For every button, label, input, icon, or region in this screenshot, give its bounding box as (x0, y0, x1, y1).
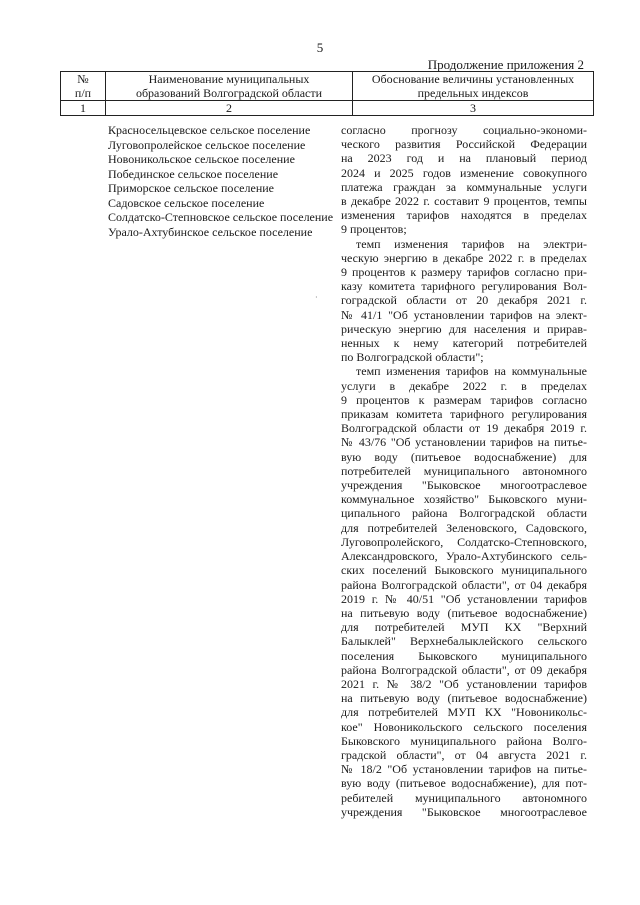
text-line: на питьевую воду (питьевое водоснабжение) (341, 691, 587, 706)
settlement-item: Солдатско-Степновское сельское поселение (108, 210, 334, 224)
text-line: согласно прогнозу социально-экономи- (341, 123, 587, 137)
text-line: ских поселений Быковского муниципального (341, 563, 587, 578)
text-line: рическую энергию для населения и прирав- (341, 321, 587, 336)
text-line: потребителей муниципального автономного (341, 463, 587, 478)
page-number: 5 (316, 40, 324, 55)
settlement-item: Красносельцевское сельское поселение (108, 123, 311, 137)
justification-text (341, 123, 587, 819)
text-line: темп изменения тарифов на электри- (356, 236, 587, 251)
settlements-list (108, 123, 338, 239)
header-col-number-line2: п/п (74, 86, 92, 100)
text-line: Луговопролейского, Солдатско-Степновского, (341, 534, 587, 549)
text-line: на 2023 год и на плановый период (341, 151, 587, 166)
header-col-justification-line1: Обоснование величины установленных (371, 72, 575, 86)
text-line: Волгоградской области от 19 декабря 2019 г. (341, 421, 587, 436)
text-line: услуги в декабре 2022 г. в пределах (341, 378, 587, 393)
text-line: 9 процентов к размеру тарифов согласно при- (341, 265, 587, 280)
text-line: № 18/2 "Об установлении тарифов на питье- (341, 762, 587, 777)
text-line: коммунальное хозяйство" Быковского муни- (341, 492, 587, 507)
header-col-name-line2: образований Волгоградской области (135, 86, 323, 100)
text-line: 2024 и 2025 годов изменение совокупного (341, 165, 587, 180)
header-col-name (106, 72, 353, 101)
text-line: для потребителей МУП КХ "Верхний (341, 620, 587, 635)
text-line: поселения Быковского муниципального (341, 648, 587, 663)
settlement-item: Побединское сельское поселение (108, 166, 279, 181)
text-line: № 43/76 "Об установлении тарифов на питье- (341, 435, 587, 450)
text-line: градской области", от 04 августа 2021 г. (341, 747, 587, 762)
text-line: гоградской области от 20 декабря 2021 г. (341, 293, 587, 308)
text-line: 2021 г. № 38/2 "Об установлении тарифов (341, 676, 587, 691)
text-line: вую воду (питьевое водоснабжение) для (341, 449, 587, 464)
text-line: казу комитета тарифного регулирования Вол- (341, 279, 587, 294)
text-line: ненных к нему категорий потребителей (341, 336, 587, 351)
scan-speck: · (315, 293, 318, 302)
text-line: Быковского муниципального района Волго- (341, 733, 587, 748)
text-line: ческую энергию в декабре 2022 г. в пределах (341, 250, 587, 265)
text-line: района Волгоградской области", от 09 декабря (341, 662, 587, 677)
header-col-justification (353, 72, 594, 101)
header-col-number-line1: № (77, 72, 89, 86)
header-num-2: 2 (106, 101, 353, 116)
header-num-1: 1 (61, 101, 106, 116)
text-line: для потребителей Зеленовского, Садовского, (341, 520, 587, 535)
text-line: 9 процентов к размерам тарифов согласно (341, 392, 587, 407)
text-line: для потребителей МУП КХ "Новоникольс- (341, 705, 587, 720)
settlement-item: Садовское сельское поселение (108, 195, 265, 210)
text-line: ческого развития Российской Федерации (341, 137, 587, 152)
text-line: в декабре 2022 г. составит 9 процентов, темпы (341, 194, 587, 209)
text-line: платежа граждан за коммунальные услуги (341, 179, 587, 194)
text-line: темп изменения тарифов на коммунальные (356, 364, 587, 379)
settlement-item: Урало-Ахтубинское сельское поселение (108, 224, 313, 239)
text-line: ципального района Волгоградской области (341, 506, 587, 521)
text-line: учреждения "Быковское многоотраслевое (341, 478, 587, 493)
text-line: кое" Новоникольского сельского поселения (341, 719, 587, 734)
settlement-item: Луговопролейское сельское поселение (108, 137, 306, 152)
text-line: 9 процентов; (341, 222, 407, 237)
settlement-item: Приморское сельское поселение (108, 181, 274, 195)
text-line: № 41/1 "Об установлении тарифов на элект- (341, 307, 587, 322)
text-line: по Волгоградской области"; (341, 350, 484, 365)
text-line: учреждения "Быковское многоотраслевое (341, 804, 587, 819)
text-line: Балыклей" Верхнебалыклейского сельского (341, 634, 587, 649)
table-header-titles (61, 72, 594, 101)
table-header (60, 71, 594, 116)
text-line: района Волгоградской области", от 04 декабря (341, 577, 587, 592)
text-line: на питьевую воду (питьевое водоснабжение) (341, 605, 587, 620)
header-col-name-line1: Наименование муниципальных (148, 72, 310, 86)
settlement-item: Новоникольское сельское поселение (108, 152, 295, 166)
header-col-justification-line2: предельных индексов (417, 86, 529, 100)
text-line: изменения тарифов находятся в пределах (341, 208, 587, 223)
text-line: Александровского, Урало-Ахтубинского сель- (341, 549, 587, 564)
continuation-note: Продолжение приложения 2 (427, 57, 584, 72)
header-col-number (61, 72, 106, 101)
text-line: 2019 г. № 40/51 "Об установлении тарифов (341, 591, 587, 606)
text-line: ребителей муниципального автономного (341, 790, 587, 805)
text-line: приказам комитета тарифного регулирования (341, 407, 587, 422)
table-header-numbers (61, 101, 594, 116)
header-num-3: 3 (353, 101, 594, 116)
text-line: вую воду (питьевое водоснабжение), для пот- (341, 776, 587, 791)
